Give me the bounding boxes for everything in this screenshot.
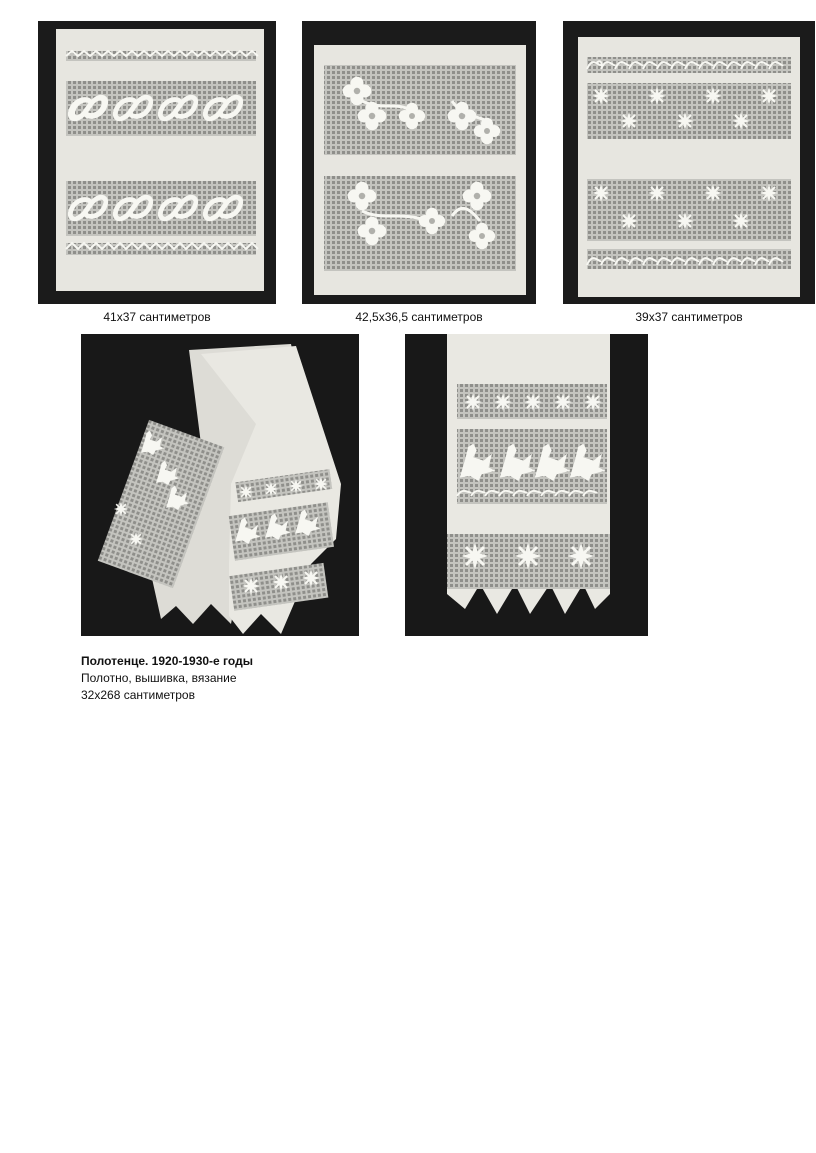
towel-1-illustration — [38, 21, 276, 304]
towel-3-illustration — [563, 21, 815, 304]
towel-size: 32x268 сантиметров — [81, 688, 195, 702]
towel-materials: Полотно, вышивка, вязание — [81, 671, 237, 685]
towel-2-illustration — [302, 21, 536, 304]
towel-photo-1 — [38, 21, 276, 304]
towel-title: Полотенце. 1920-1930-е годы — [81, 654, 253, 668]
towel-5-illustration — [405, 334, 648, 636]
towel-photo-5 — [405, 334, 648, 636]
towel-description — [81, 653, 253, 704]
photo-2-caption: 42,5x36,5 сантиметров — [355, 310, 483, 324]
towel-photo-2 — [302, 21, 536, 304]
towel-4-illustration — [81, 334, 359, 636]
photo-1-caption: 41x37 сантиметров — [103, 310, 211, 324]
photo-3-caption: 39x37 сантиметров — [635, 310, 743, 324]
towel-photo-4 — [81, 334, 359, 636]
towel-photo-3 — [563, 21, 815, 304]
